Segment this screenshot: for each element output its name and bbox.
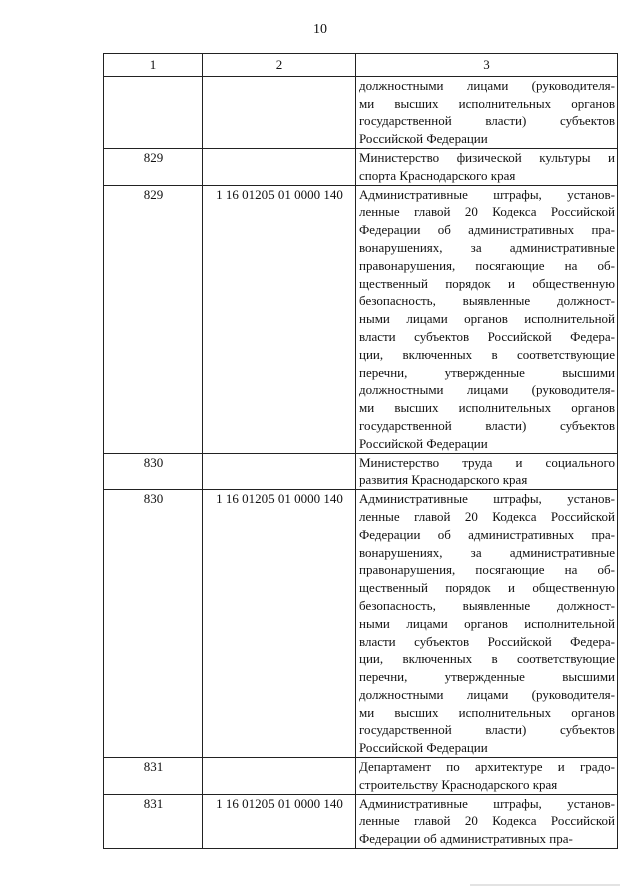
administrator-code-cell: 831 — [104, 758, 203, 795]
description-line: правонарушения, посягающие на об- — [359, 562, 615, 578]
description-line: Административные штрафы, установ- — [359, 491, 615, 507]
description-line: Административные штрафы, установ- — [359, 795, 615, 811]
description-cell — [356, 490, 618, 758]
table-row — [104, 794, 618, 848]
description-line: вонарушениях, за административные — [359, 544, 615, 560]
description-line: ми высших исполнительных органов — [359, 95, 615, 111]
description-line: щественный порядок и общественную — [359, 580, 615, 596]
description-line: ленные главой 20 Кодекса Российской — [359, 813, 615, 829]
description-line: должностными лицами (руководителя- — [359, 382, 615, 398]
description-line: Федерации об административных пра- — [359, 222, 615, 238]
description-line: ленные главой 20 Кодекса Российской — [359, 204, 615, 220]
description-line: ными лицами органов исполнительной — [359, 311, 615, 327]
description-line: перечни, утвержденные высшими — [359, 669, 615, 685]
budget-codes-table — [103, 53, 618, 849]
description-line: должностными лицами (руководителя- — [359, 686, 615, 702]
description-cell — [356, 453, 618, 490]
column-header-2: 2 — [203, 54, 356, 77]
description-line: государственной власти) субъектов — [359, 417, 615, 433]
administrator-code-cell: 830 — [104, 490, 203, 758]
description-line: ными лицами органов исполнительной — [359, 615, 615, 631]
description-line: Российской Федерации — [359, 131, 488, 147]
table-row — [104, 76, 618, 148]
column-header-1: 1 — [104, 54, 203, 77]
budget-classification-code-cell: 1 16 01205 01 0000 140 — [203, 490, 356, 758]
table-row — [104, 185, 618, 453]
description-cell — [356, 76, 618, 148]
administrator-code-cell: 829 — [104, 148, 203, 185]
description-cell — [356, 185, 618, 453]
description-line: ленные главой 20 Кодекса Российской — [359, 508, 615, 524]
table-body — [104, 76, 618, 848]
description-line: Федерации об административных пра- — [359, 526, 615, 542]
description-line: Российской Федерации — [359, 740, 488, 756]
description-line: ции, включенных в соответствующие — [359, 651, 615, 667]
column-header-3: 3 — [356, 54, 618, 77]
administrator-code-cell: 830 — [104, 453, 203, 490]
description-line: безопасность, выявленные должност- — [359, 597, 615, 613]
table-row — [104, 758, 618, 795]
description-line: щественный порядок и общественную — [359, 275, 615, 291]
description-line: Административные штрафы, установ- — [359, 186, 615, 202]
description-line: Федерации об административных пра- — [359, 831, 573, 847]
description-line: вонарушениях, за административные — [359, 239, 615, 255]
description-cell — [356, 758, 618, 795]
description-line: власти субъектов Российской Федера- — [359, 328, 615, 344]
description-line: Департамент по архитектуре и градо- — [359, 759, 615, 775]
budget-classification-code-cell: 1 16 01205 01 0000 140 — [203, 185, 356, 453]
description-line: развития Краснодарского края — [359, 472, 528, 488]
description-line: спорта Краснодарского края — [359, 167, 516, 183]
description-line: ции, включенных в соответствующие — [359, 346, 615, 362]
description-line: Министерство труда и социального — [359, 454, 615, 470]
budget-classification-code-cell — [203, 453, 356, 490]
table-row — [104, 490, 618, 758]
description-line: перечни, утвержденные высшими — [359, 364, 615, 380]
table-row — [104, 148, 618, 185]
page-number: 10 — [313, 22, 327, 37]
description-line: государственной власти) субъектов — [359, 113, 615, 129]
budget-classification-code-cell — [203, 758, 356, 795]
header-row — [104, 54, 618, 77]
description-line: правонарушения, посягающие на об- — [359, 257, 615, 273]
description-line: Российской Федерации — [359, 435, 488, 451]
budget-classification-code-cell — [203, 76, 356, 148]
description-line: безопасность, выявленные должност- — [359, 293, 615, 309]
description-cell — [356, 148, 618, 185]
budget-classification-code-cell: 1 16 01205 01 0000 140 — [203, 794, 356, 848]
description-line: власти субъектов Российской Федера- — [359, 633, 615, 649]
page-edge-mark — [470, 884, 620, 886]
description-line: должностными лицами (руководителя- — [359, 77, 615, 93]
administrator-code-cell: 831 — [104, 794, 203, 848]
administrator-code-cell — [104, 76, 203, 148]
description-line: государственной власти) субъектов — [359, 722, 615, 738]
administrator-code-cell: 829 — [104, 185, 203, 453]
description-line: ми высших исполнительных органов — [359, 400, 615, 416]
description-cell — [356, 794, 618, 848]
budget-classification-code-cell — [203, 148, 356, 185]
table-row — [104, 453, 618, 490]
description-line: Министерство физической культуры и — [359, 149, 615, 165]
description-line: строительству Краснодарского края — [359, 776, 558, 792]
description-line: ми высших исполнительных органов — [359, 704, 615, 720]
